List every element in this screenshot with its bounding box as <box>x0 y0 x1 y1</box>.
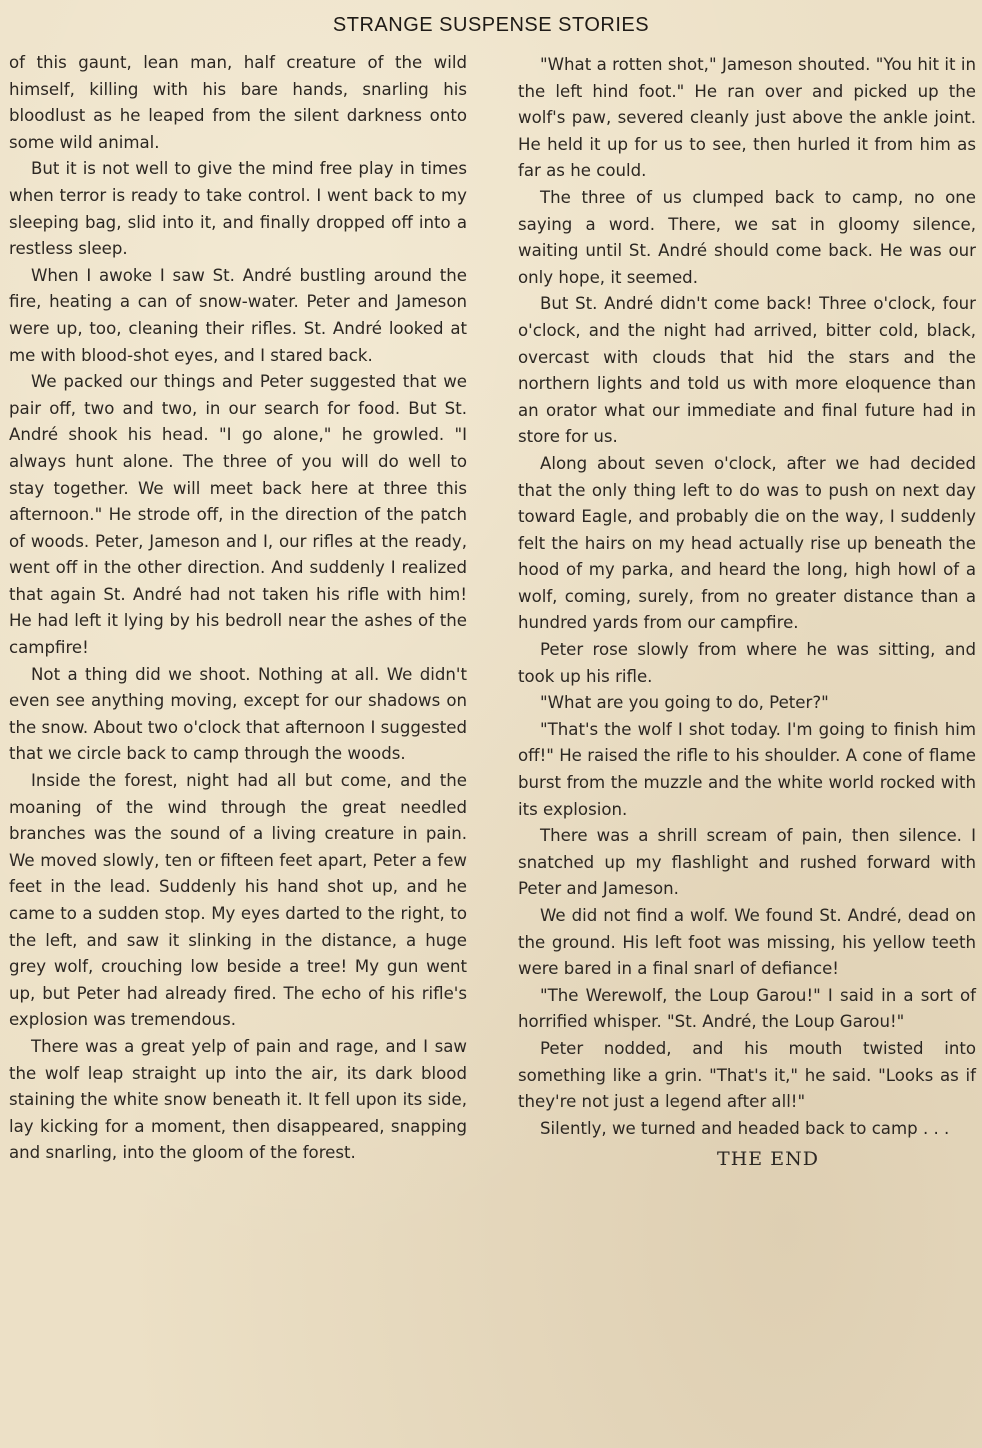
paragraph: Peter nodded, and his mouth twisted into something like a grin. "That's it," he said. "Looks as if they're not just a legend after all!" <box>518 1038 976 1112</box>
paragraph: Silently, we turned and headed back to camp . . . <box>540 1118 950 1138</box>
paragraph: But it is not well to give the mind free play in times when terror is ready to take control. I went back to my sleeping bag, slid into it, and finally dropped off into a restless sleep. <box>9 159 467 259</box>
left-text-column <box>9 50 467 1167</box>
paragraph: "What are you going to do, Peter?" <box>540 693 829 713</box>
paragraph: "The Werewolf, the Loup Garou!" I said in a sort of horrified whisper. "St. André, the Loup Garou!" <box>518 985 976 1032</box>
paragraph: When I awoke I saw St. André bustling around the fire, heating a can of snow-water. Peter and Jameson were up, too, cleaning their rifles. St. André looked at me with blood-shot eyes, and I stared back. <box>9 265 467 365</box>
paragraph: We did not find a wolf. We found St. André, dead on the ground. His left foot was missing, his yellow teeth were bared in a final snarl of defiance! <box>518 906 976 979</box>
paragraph: There was a great yelp of pain and rage, and I saw the wolf leap straight up into the air, its dark blood staining the white snow beneath it. It fell upon its side, lay kicking for a moment, then disappeared, snapping and snarling, into the gloom of the forest. <box>9 1036 467 1163</box>
paragraph: "That's the wolf I shot today. I'm going to finish him off!" He raised the rifle to his shoulder. A cone of flame burst from the muzzle and the white world rocked with its explosion. <box>518 719 976 819</box>
paragraph: But St. André didn't come back! Three o'clock, four o'clock, and the night had arrived, bitter cold, black, overcast with clouds that hid the stars and the northern lights and told us with more eloquence than an orator what our immediate and final future had in store for us. <box>518 294 976 447</box>
paragraph: Along about seven o'clock, after we had decided that the only thing left to do was to push on next day toward Eagle, and probably die on the way, I suddenly felt the hairs on my head actually rise up beneath the hood of my parka, and heard the long, high howl of a wolf, coming, surely, from no greater distance than a hundred yards from our campfire. <box>518 453 976 633</box>
paragraph: Inside the forest, night had all but come, and the moaning of the wind through the great needled branches was the sound of a living creature in pain. We moved slowly, ten or fifteen feet apart, Peter a few feet in the lead. Suddenly his hand shot up, and he came to a sudden stop. My eyes darted to the right, to the left, and saw it slinking in the distance, a huge grey wolf, crouching low beside a tree! My gun went up, but Peter had already fired. The echo of his rifle's explosion was tremendous. <box>9 771 467 1030</box>
paragraph: of this gaunt, lean man, half creature of the wild himself, killing with his bare hands, snarling his bloodlust as he leaped from the silent darkness onto some wild animal. <box>9 53 467 152</box>
paragraph: The three of us clumped back to camp, no one saying a word. There, we sat in gloomy silence, waiting until St. André should come back. He was our only hope, it seemed. <box>518 187 976 287</box>
paragraph: Peter rose slowly from where he was sitting, and took up his rifle. <box>518 640 976 686</box>
paragraph: "What a rotten shot," Jameson shouted. "You hit it in the left hind foot." He ran over and picked up the wolf's paw, severed cleanly just above the ankle joint. He held it up for us to see, then hurled it from him as far as he could. <box>518 55 976 181</box>
paragraph: Not a thing did we shoot. Nothing at all. We didn't even see anything moving, except for our shadows on the snow. About two o'clock that afternoon I suggested that we circle back to camp through the woods. <box>9 664 467 764</box>
paragraph: We packed our things and Peter suggested that we pair off, two and two, in our search for food. But St. André shook his head. "I go alone," he growled. "I always hunt alone. The three of you will do well to stay together. We will meet back here at three this afternoon." He strode off, in the direction of the patch of woods. Peter, Jameson and I, our rifles at the ready, went off in the other direction. And suddenly I realized that again St. André had not taken his rifle with him! He had left it lying by his bedroll near the ashes of the campfire! <box>9 372 467 658</box>
the-end-label: THE END <box>717 1148 819 1171</box>
right-text-column <box>518 52 976 1173</box>
page-header: STRANGE SUSPENSE STORIES <box>332 14 650 36</box>
paragraph: There was a shrill scream of pain, then silence. I snatched up my flashlight and rushed forward with Peter and Jameson. <box>518 826 976 899</box>
